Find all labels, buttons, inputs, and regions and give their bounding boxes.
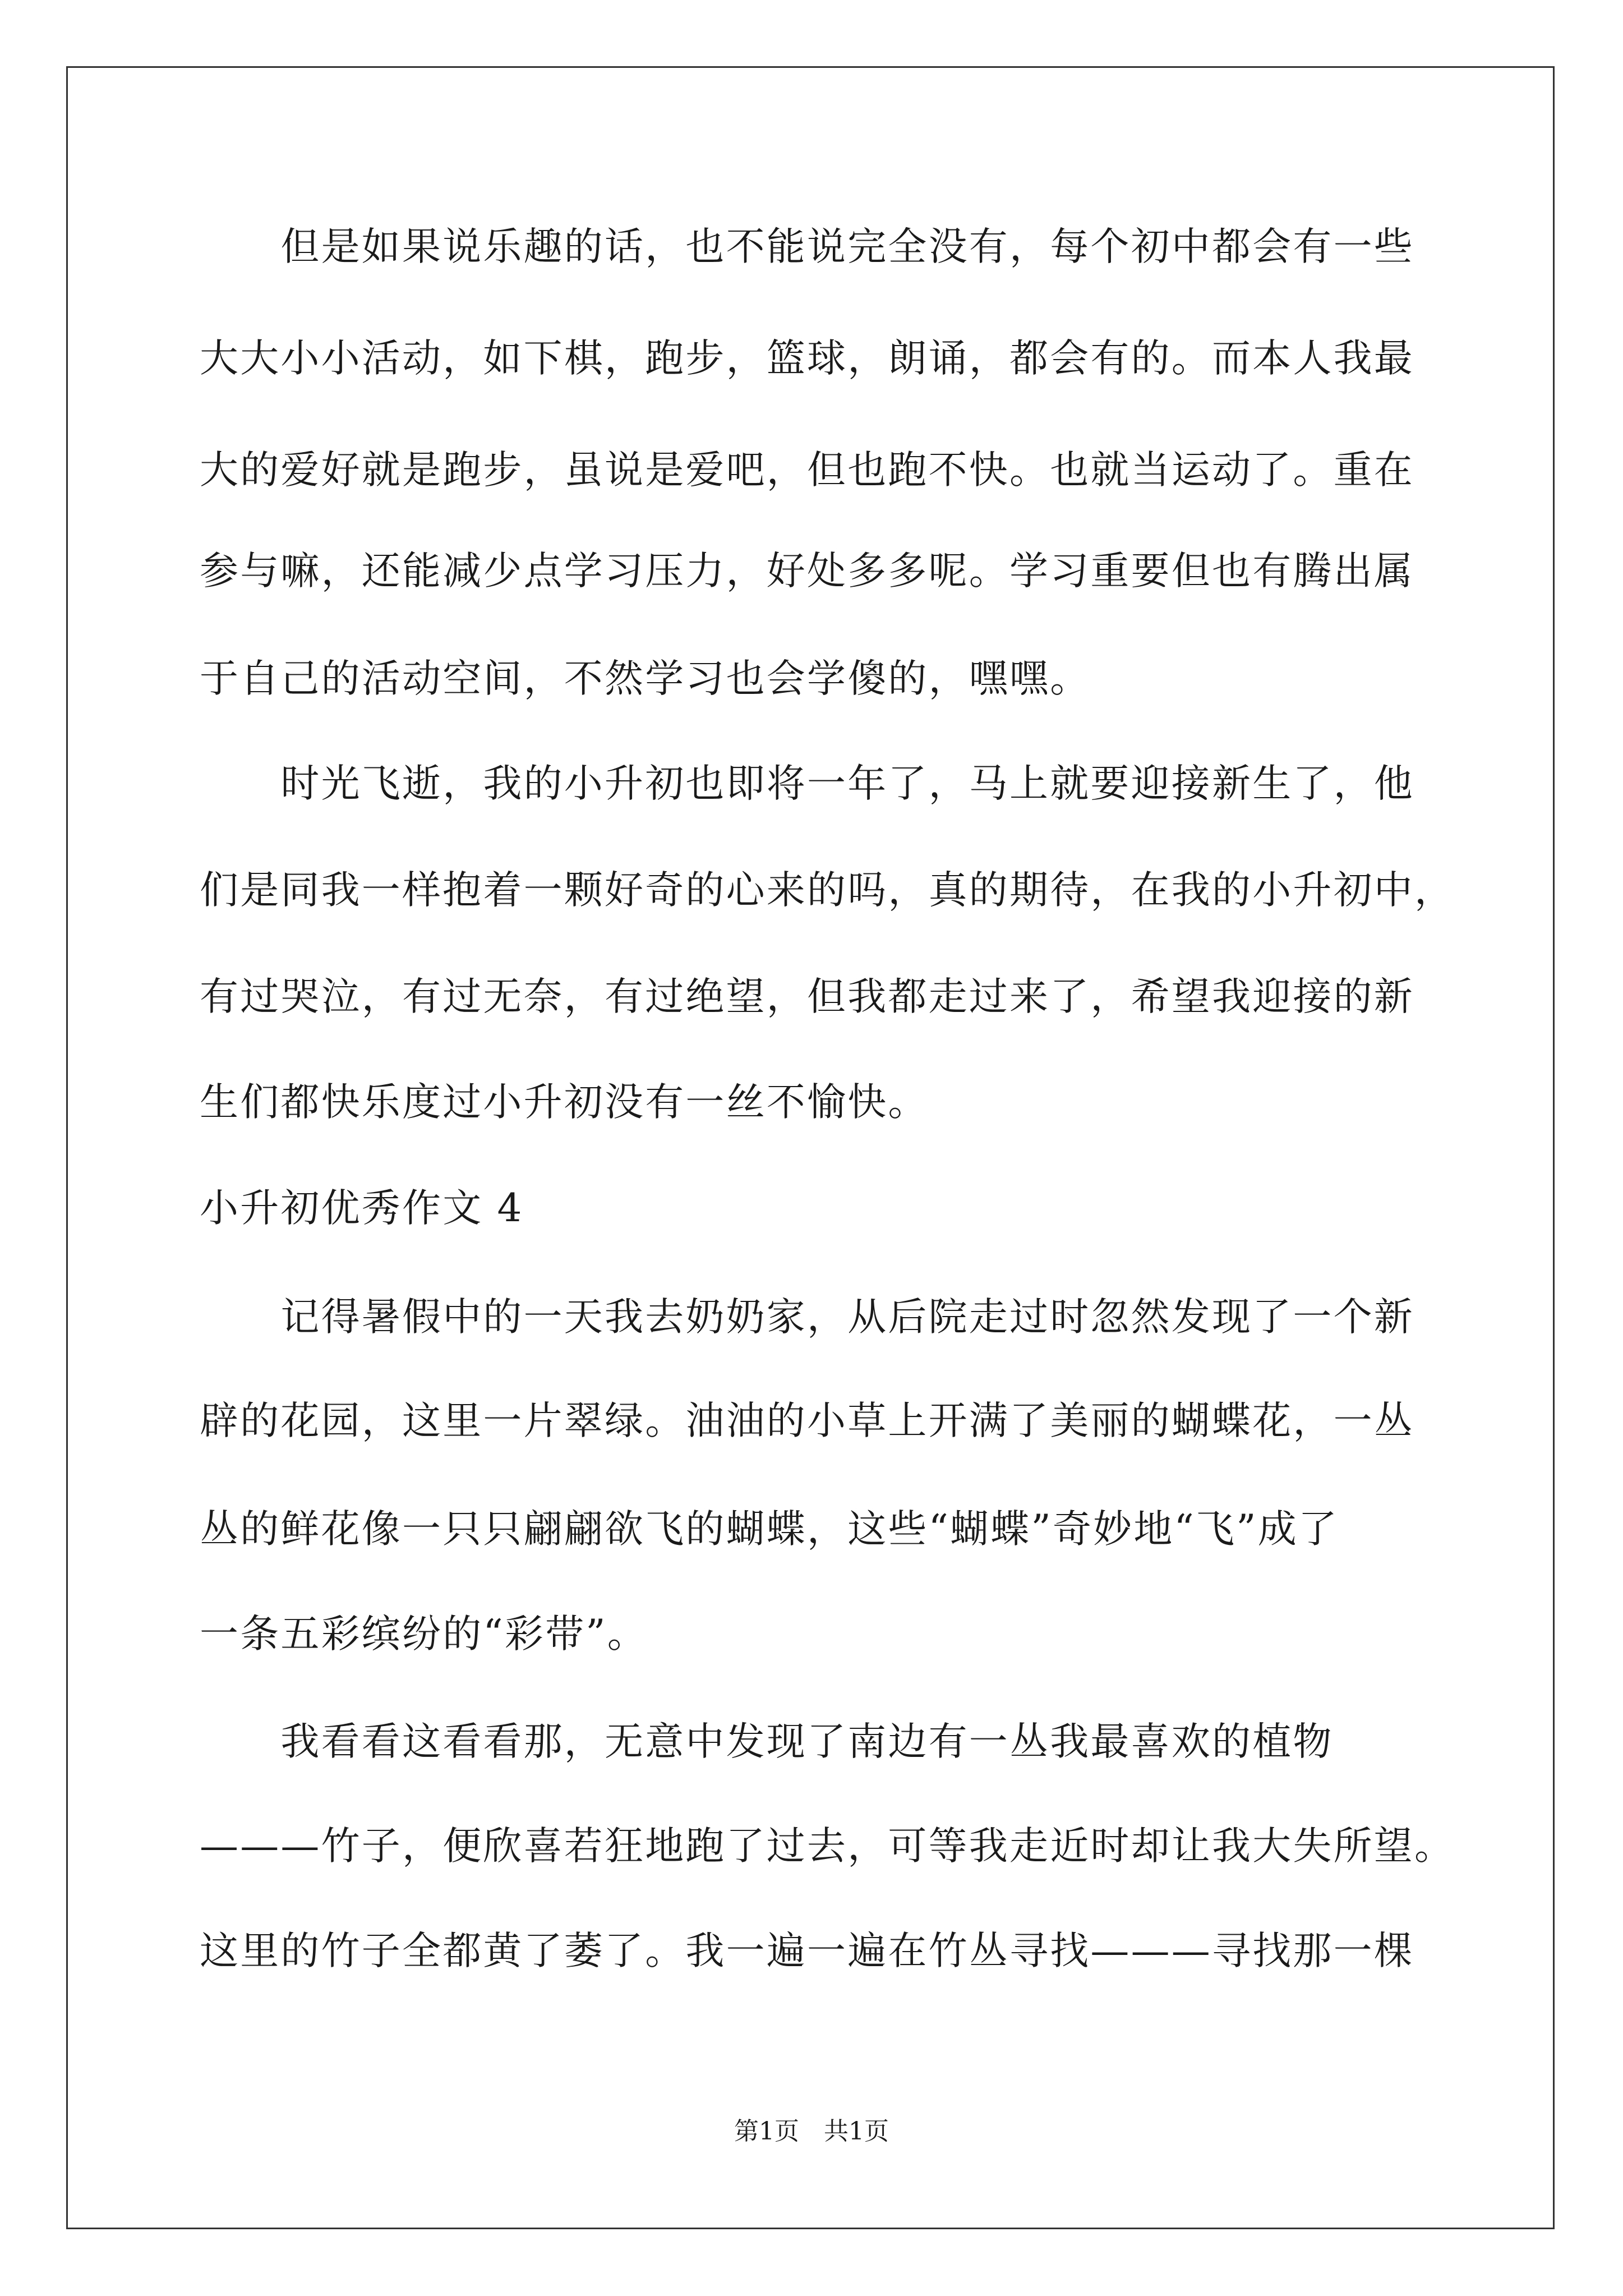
text-line: 生们都快乐度过小升初没有一丝不愉快。 — [200, 1080, 929, 1125]
text-line: 我看看这看看那，无意中发现了南边有一丛我最喜欢的植物 — [200, 1719, 1334, 1764]
text-line: 这里的竹子全都黄了萎了。我一遍一遍在竹丛寻找———寻找那一棵 — [200, 1929, 1414, 1973]
text-line: 们是同我一样抱着一颗好奇的心来的吗，真的期待，在我的小升初中， — [200, 868, 1455, 913]
text-line: 有过哭泣，有过无奈，有过绝望，但我都走过来了，希望我迎接的新 — [200, 974, 1414, 1019]
text-line: 大的爱好就是跑步，虽说是爱吧，但也跑不快。也就当运动了。重在 — [200, 448, 1414, 493]
text-line: 辟的花园，这里一片翠绿。油油的小草上开满了美丽的蝴蝶花，一丛 — [200, 1398, 1414, 1443]
text-line: 大大小小活动，如下棋，跑步，篮球，朗诵，都会有的。而本人我最 — [200, 336, 1414, 381]
text-line: 一条五彩缤纷的“彩带”。 — [200, 1612, 648, 1657]
text-line: 于自己的活动空间，不然学习也会学傻的，嘿嘿。 — [200, 656, 1091, 701]
text-line: 但是如果说乐趣的话，也不能说完全没有，每个初中都会有一些 — [200, 224, 1414, 269]
page-frame — [66, 66, 1555, 2229]
text-line: ———竹子，便欣喜若狂地跑了过去，可等我走近时却让我大失所望。 — [200, 1824, 1455, 1869]
text-line: 时光飞逝，我的小升初也即将一年了，马上就要迎接新生了，他 — [200, 761, 1414, 806]
section-heading: 小升初优秀作文 4 — [200, 1186, 524, 1231]
text-line: 参与嘛，还能减少点学习压力，好处多多呢。学习重要但也有腾出属 — [200, 549, 1414, 593]
text-line: 丛的鲜花像一只只翩翩欲飞的蝴蝶，这些“蝴蝶”奇妙地“飞”成了 — [200, 1507, 1339, 1552]
page-number-footer: 第1页 共1页 — [734, 2117, 889, 2146]
text-line: 记得暑假中的一天我去奶奶家，从后院走过时忽然发现了一个新 — [200, 1295, 1414, 1340]
